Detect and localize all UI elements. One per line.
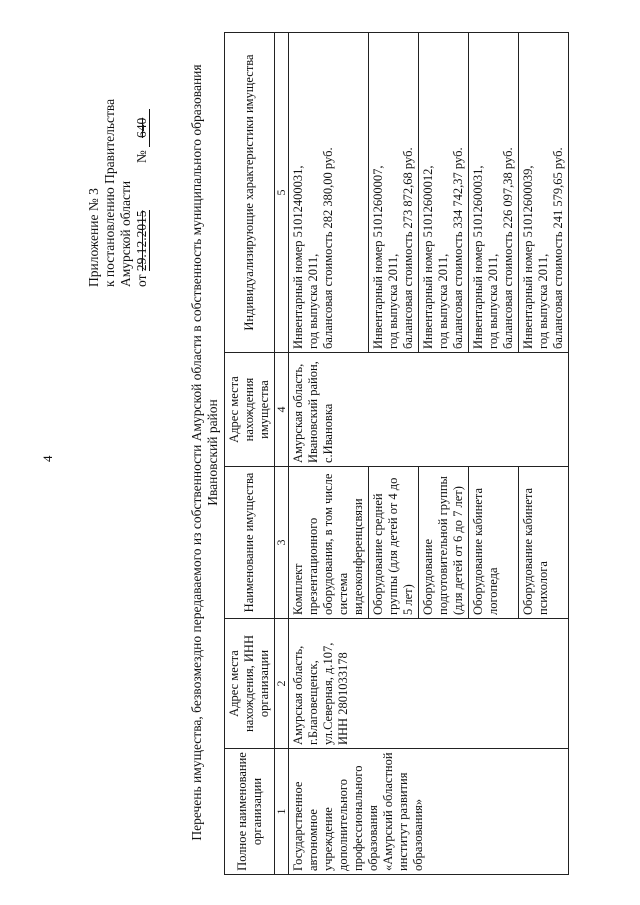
appendix-header	[86, 99, 150, 287]
column-number: 4	[275, 353, 289, 467]
document-title	[189, 0, 221, 905]
column-number: 3	[275, 467, 289, 619]
table-row	[289, 33, 369, 875]
property-name: Оборудование подготовительной группы (для детей от 6 до 7 лет)	[419, 467, 469, 619]
header-row	[225, 33, 275, 875]
column-number: 5	[275, 33, 289, 353]
organization-address: Амурская область, г.Благовещенск, ул.Северная, д.107, ИНН 2801033178	[289, 619, 569, 749]
column-number: 2	[275, 619, 289, 749]
property-details: Инвентарный номер 51012600007, год выпуска 2011, балансовая стоимость 273 872,68 руб.	[369, 33, 419, 353]
header-property-name: Наименование имущества	[225, 467, 275, 619]
header-property-address: Адрес места нахождения имущества	[225, 353, 275, 467]
property-name: Оборудование кабинета логопеда	[469, 467, 519, 619]
decree-number: 640	[135, 109, 150, 147]
column-number-row	[275, 33, 289, 875]
property-address: Амурская область, Ивановский район, с.Ивановка	[289, 353, 569, 467]
appendix-line-1: Приложение № 3	[86, 188, 101, 287]
appendix-date-line	[134, 99, 150, 287]
property-name: Оборудование кабинета психолога	[519, 467, 569, 619]
property-name: Оборудование средней группы (для детей от 4 до 5 лет)	[369, 467, 419, 619]
date-prefix: от	[134, 274, 149, 287]
property-details: Инвентарный номер 51012600031, год выпуска 2011, балансовая стоимость 226 097,38 руб.	[469, 33, 519, 353]
page-number: 4	[40, 455, 55, 462]
title-line-1: Перечень имущества, безвозмездно передаваемого из собственности Амурской области в собственность муниципального образования	[189, 64, 204, 841]
appendix-line-2: к постановлению Правительства	[102, 98, 117, 287]
organization-name: Государственное автономное учреждение дополнительного профессионального образования «Амурский областной институт развития образования»	[289, 749, 569, 875]
property-table	[224, 32, 569, 875]
header-org-address: Адрес места нахождения, ИНН организации	[225, 619, 275, 749]
column-number: 1	[275, 749, 289, 875]
title-line-2: Ивановский район	[205, 399, 220, 506]
property-name: Комплект презентационного оборудования, в том числе система видеоконференцсвязи	[289, 467, 369, 619]
property-details: Инвентарный номер 51012400031, год выпуска 2011, балансовая стоимость 282 380,00 руб.	[289, 33, 369, 353]
appendix-line-3: Амурской области	[118, 180, 133, 287]
number-prefix: №	[134, 150, 149, 164]
header-organization: Полное наименование организации	[225, 749, 275, 875]
decree-date: 29.12.2015	[134, 210, 149, 272]
header-characteristics: Индивидуализирующие характеристики имущества	[225, 33, 275, 353]
property-details: Инвентарный номер 51012600012, год выпуска 2011, балансовая стоимость 334 742,37 руб.	[419, 33, 469, 353]
property-details: Инвентарный номер 51012600039, год выпуска 2011, балансовая стоимость 241 579,65 руб.	[519, 33, 569, 353]
